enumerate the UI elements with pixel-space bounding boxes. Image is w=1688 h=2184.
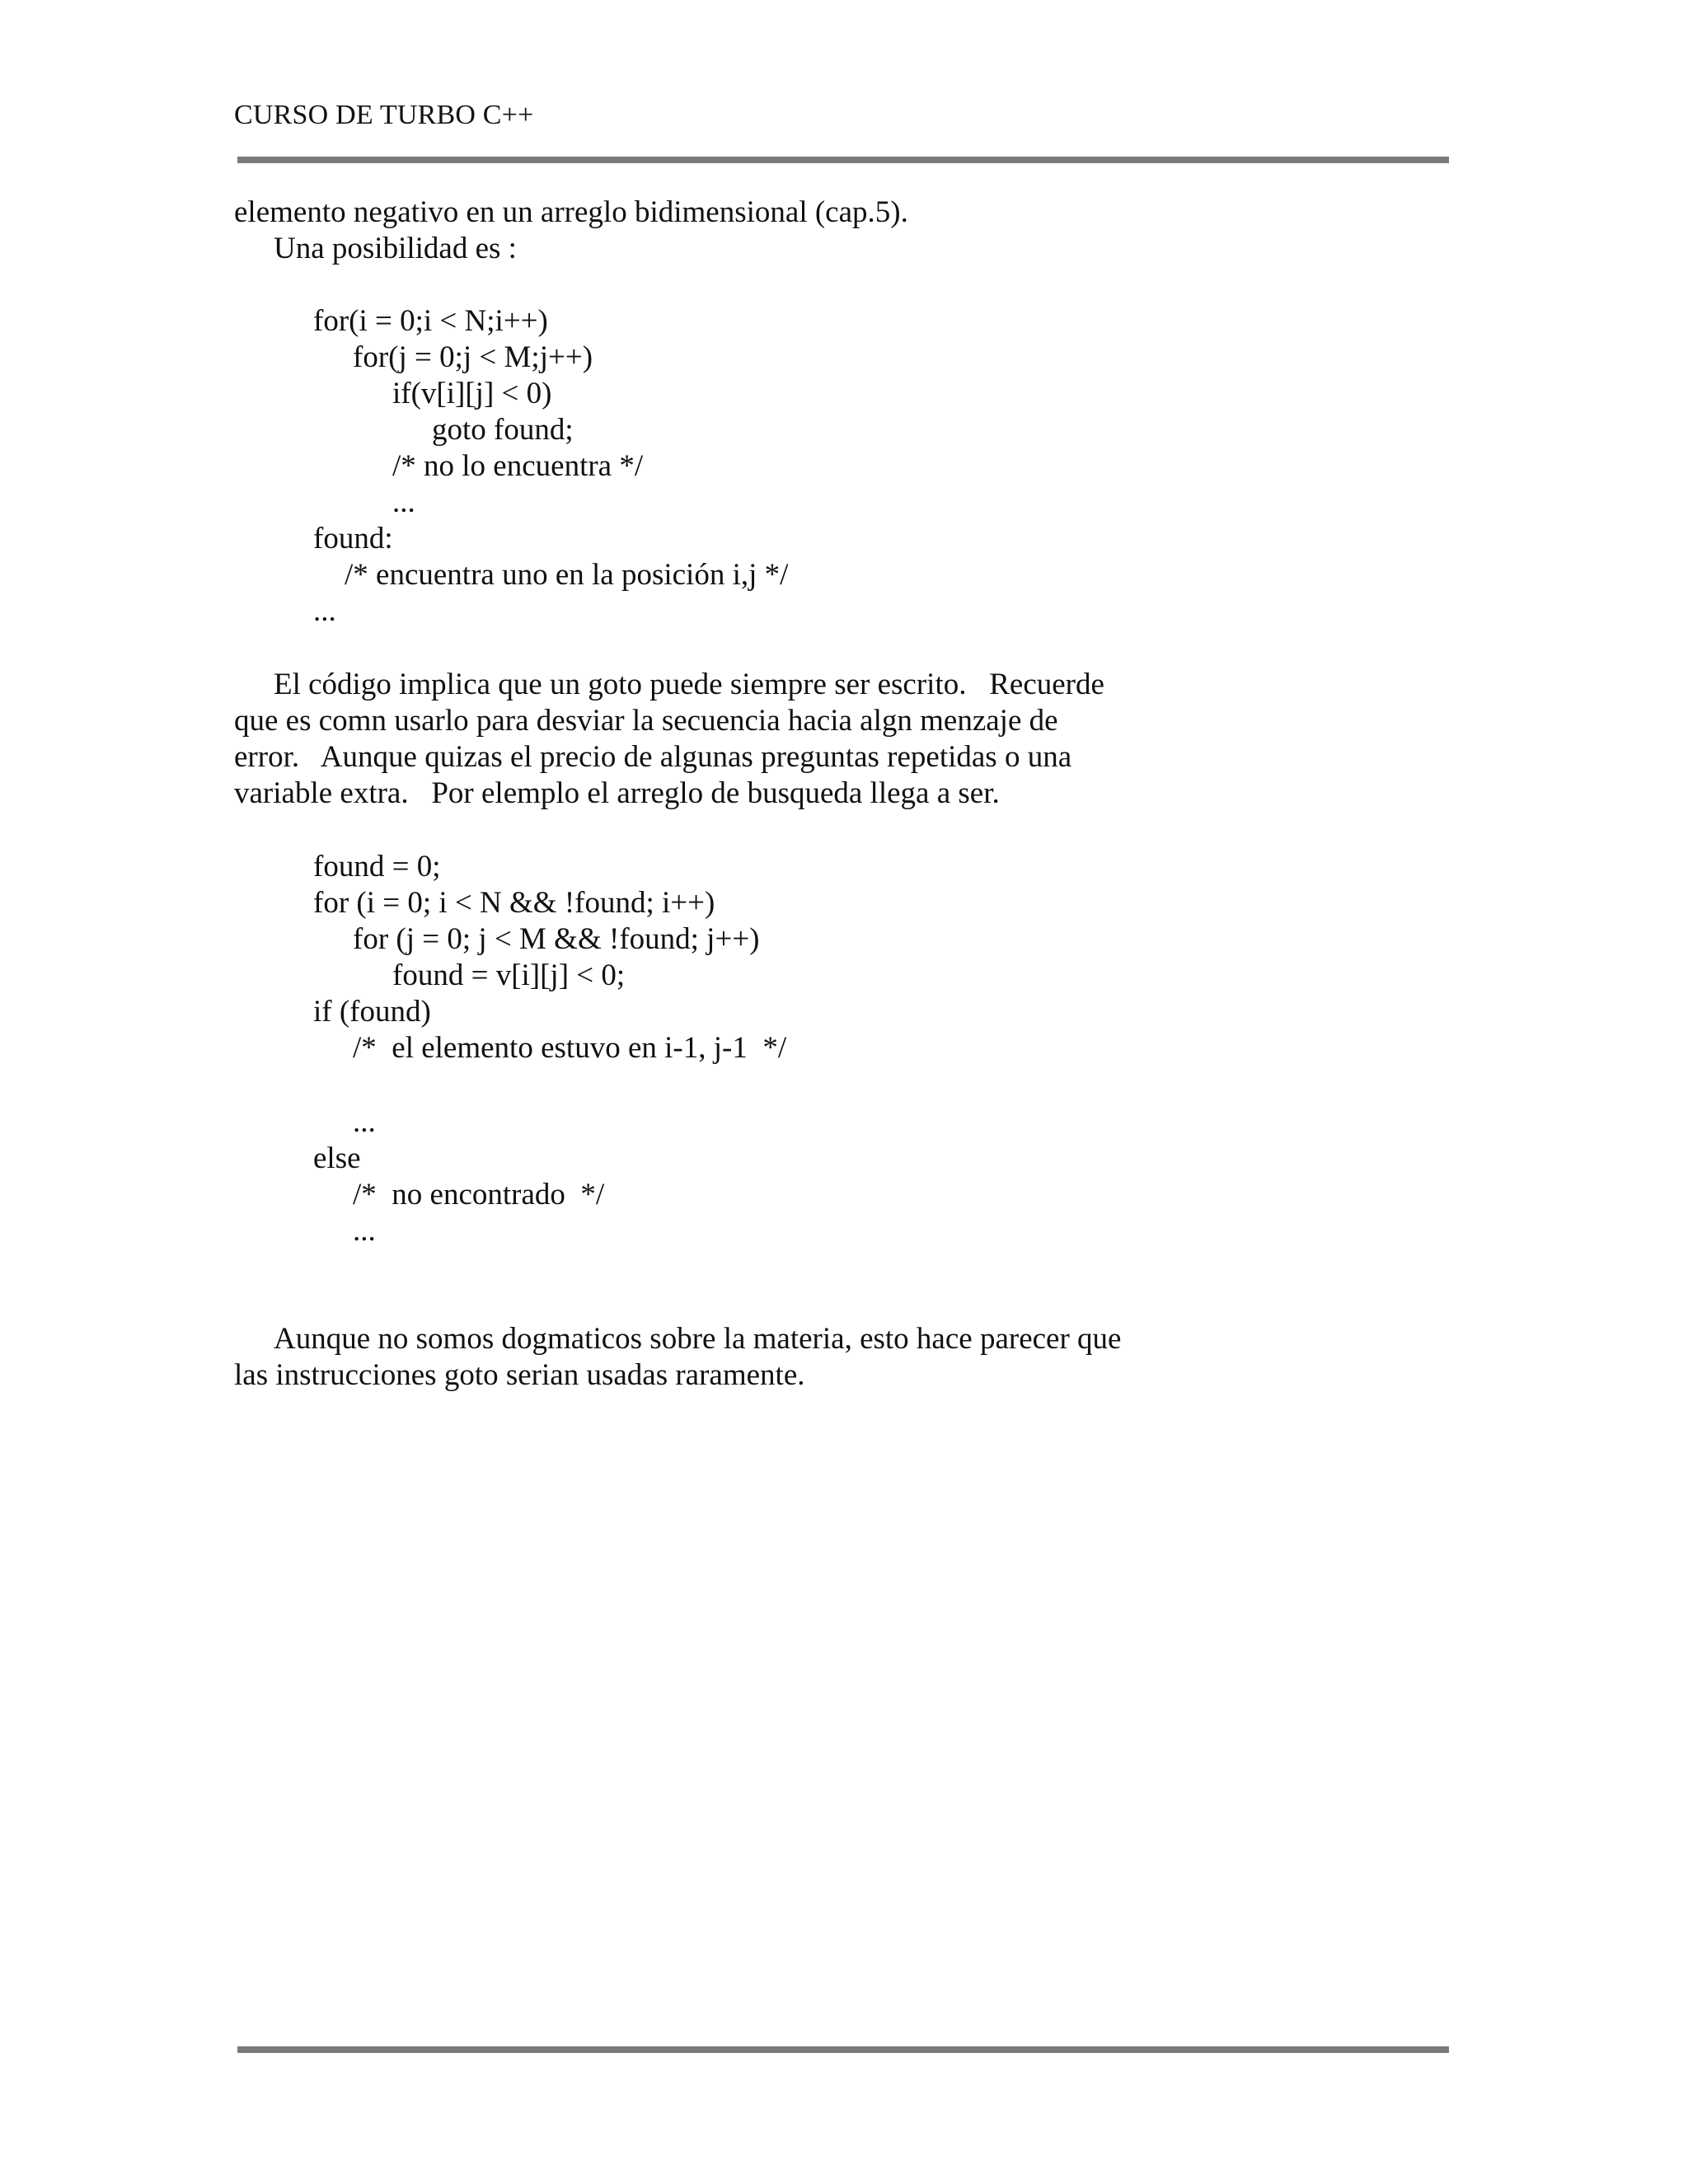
footer-rule <box>237 2046 1449 2053</box>
header-rule <box>237 157 1449 163</box>
code1-line-7: found: <box>313 522 393 555</box>
code1-line-1: for(i = 0;i < N;i++) <box>313 304 548 338</box>
code2-line-7: ... <box>353 1105 376 1139</box>
intro-line-1: elemento negativo en un arreglo bidimensional (cap.5). <box>234 195 908 229</box>
para1-line-4: variable extra. Por elemplo el arreglo de busqueda llega a ser. <box>234 776 1000 810</box>
para1-line-3: error. Aunque quizas el precio de algunas preguntas repetidas o una <box>234 740 1072 774</box>
code2-line-6: /* el elemento estuvo en i-1, j-1 */ <box>353 1031 787 1065</box>
code1-line-2: for(j = 0;j < M;j++) <box>353 340 593 374</box>
running-header-title: CURSO DE TURBO C++ <box>234 100 534 130</box>
para2-line-2: las instrucciones goto serian usadas raramente. <box>234 1358 805 1392</box>
para2-line-1: Aunque no somos dogmaticos sobre la materia, esto hace parecer que <box>274 1322 1122 1356</box>
code1-line-9: ... <box>313 594 336 628</box>
code1-line-8: /* encuentra uno en la posición i,j */ <box>345 558 789 592</box>
code2-line-2: for (i = 0; i < N && !found; i++) <box>313 886 715 920</box>
para1-line-2: que es comn usarlo para desviar la secuencia hacia algn menzaje de <box>234 704 1058 738</box>
code1-line-5: /* no lo encuentra */ <box>392 449 644 483</box>
intro-line-2: Una posibilidad es : <box>274 232 517 265</box>
code2-line-9: /* no encontrado */ <box>353 1178 605 1212</box>
para1-line-1: El código implica que un goto puede siempre ser escrito. Recuerde <box>274 668 1104 701</box>
code2-line-10: ... <box>353 1214 376 1248</box>
code2-line-8: else <box>313 1141 361 1175</box>
code2-line-4: found = v[i][j] < 0; <box>392 958 626 992</box>
code1-line-6: ... <box>392 485 415 519</box>
code1-line-4: goto found; <box>432 413 574 447</box>
code2-line-1: found = 0; <box>313 850 441 883</box>
code1-line-3: if(v[i][j] < 0) <box>392 377 552 410</box>
code2-line-3: for (j = 0; j < M && !found; j++) <box>353 922 760 956</box>
code2-line-5: if (found) <box>313 995 431 1029</box>
